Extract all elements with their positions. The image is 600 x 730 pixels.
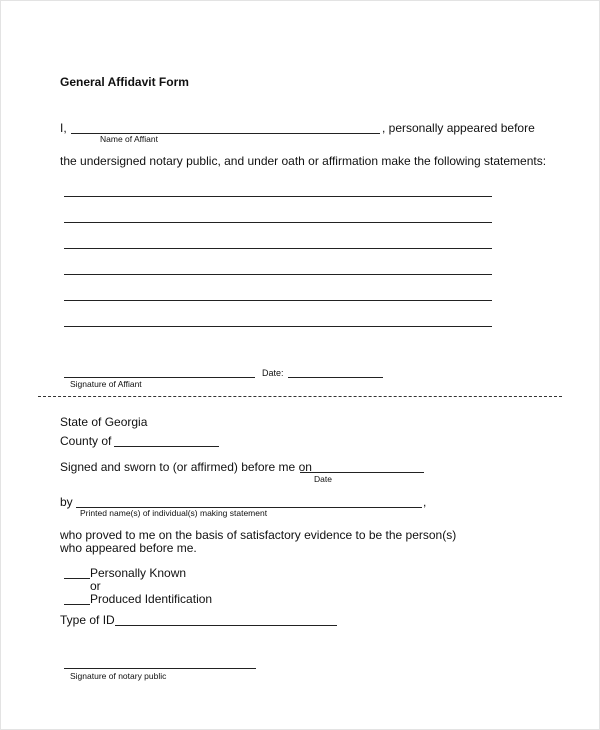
produced-identification-blank[interactable]: [64, 604, 90, 605]
sworn-label: Signed and sworn to (or affirmed) before me on: [60, 460, 312, 474]
affiant-signature-caption: Signature of Affiant: [70, 379, 142, 389]
sworn-date-field[interactable]: [300, 472, 424, 473]
intro-prefix: I,: [60, 121, 67, 135]
intro-continuation: the undersigned notary public, and under oath or affirmation make the following statements:: [60, 154, 547, 168]
intro-suffix: , personally appeared before: [382, 121, 535, 135]
date-label: Date:: [262, 368, 284, 378]
type-of-id-field[interactable]: [115, 625, 337, 626]
statement-line-4[interactable]: [64, 274, 492, 275]
sworn-date-caption: Date: [314, 474, 332, 484]
printed-names-caption: Printed name(s) of individual(s) making statement: [80, 508, 268, 518]
personally-known-label: Personally Known: [90, 566, 187, 580]
type-of-id-label: Type of ID: [60, 613, 115, 627]
section-divider: [38, 396, 562, 397]
county-label: County of: [60, 434, 112, 448]
affiant-signature-field[interactable]: [64, 377, 255, 378]
personally-known-blank[interactable]: [64, 578, 90, 579]
or-label: or: [90, 579, 101, 593]
statement-line-5[interactable]: [64, 300, 492, 301]
statement-line-1[interactable]: [64, 196, 492, 197]
affiant-date-field[interactable]: [288, 377, 383, 378]
county-field[interactable]: [114, 446, 219, 447]
affiant-name-caption: Name of Affiant: [100, 134, 158, 144]
statement-line-2[interactable]: [64, 222, 492, 223]
notary-signature-field[interactable]: [64, 668, 256, 669]
statement-line-6[interactable]: [64, 326, 492, 327]
by-label: by: [60, 495, 73, 509]
evidence-line-1: who proved to me on the basis of satisfactory evidence to be the person(s): [60, 528, 457, 542]
produced-identification-label: Produced Identification: [90, 592, 213, 606]
notary-signature-caption: Signature of notary public: [70, 671, 167, 681]
statement-line-3[interactable]: [64, 248, 492, 249]
state-label: State of Georgia: [60, 415, 148, 429]
by-suffix: ,: [423, 495, 427, 509]
form-title: General Affidavit Form: [60, 75, 189, 89]
evidence-line-2: who appeared before me.: [60, 541, 197, 555]
